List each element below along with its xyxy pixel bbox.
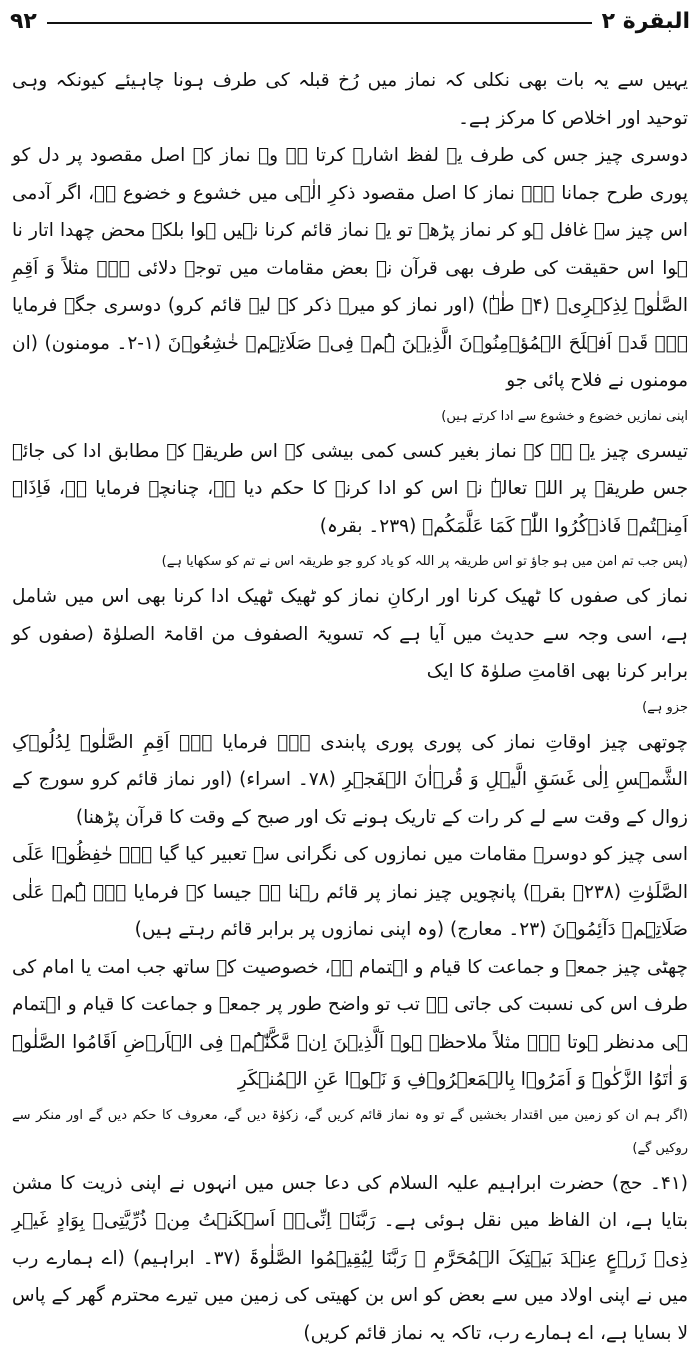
- page-header: [10, 2, 690, 40]
- surah-title: البقرة ٢: [592, 9, 690, 34]
- page-body: [12, 62, 688, 1252]
- paragraph-translation-muminun: اپنی نمازیں خضوع و خشوع سے ادا کرتے ہیں): [12, 400, 688, 433]
- paragraph-sixth-point: چھٹی چیز جمعہ و جماعت کا قیام و اہتمام ہے، خصوصیت کے ساتھ جب امت یا امام کی طرف اس کی نسبت کی جاتی ہے تب تو واضح طور پر جمعہ و جماعت کا قیام و اہتمام ہی مدنظر ہوتا ہے۔ مثلاً ملاحظہ ہو۔ اَلَّذِیۡنَ اِنۡ مَّکَّنّٰہُمۡ فِی الۡاَرۡضِ اَقَامُوا الصَّلٰوۃَ وَ اٰتَوُا الزَّکٰوۃَ وَ اَمَرُوۡا بِالۡمَعۡرُوۡفِ وَ نَہَوۡا عَنِ الۡمُنۡکَرِ: [12, 949, 688, 1099]
- paragraph-rows: نماز کی صفوں کا ٹھیک کرنا اور ارکانِ نماز کو ٹھیک ٹھیک ادا کرنا بھی اس میں شامل ہے، اسی وجہ سے حدیث میں آیا ہے کہ تسویۃ الصفوف من اقامۃ الصلوٰۃ (صفوں کو برابر کرنا بھی اقامتِ صلوٰۃ کا ایک: [12, 578, 688, 691]
- paragraph-third-point: تیسری چیز یہ ہے کہ نماز بغیر کسی کمی بیشی کے اس طریقہ کے مطابق ادا کی جائے جس طریقہ پر اللہ تعالےٰ نے اس کو ادا کرنے کا حکم دیا ہے، چنانچہ فرمایا ہے، فَاِذَاۤ اَمِنۡتُمۡ فَاذۡکُرُوا اللّٰہَ کَمَا عَلَّمَکُمۡ (۲۳۹۔ بقرہ): [12, 433, 688, 546]
- paragraph-translation-baqarah: (پس جب تم امن میں ہو جاؤ تو اس طریقہ پر اللہ کو یاد کرو جو طریقہ اس نے تم کو سکھایا ہے): [12, 545, 688, 578]
- header-rule: [47, 22, 592, 24]
- paragraph-second-point: دوسری چیز جس کی طرف یہ لفظ اشارہ کرتا ہے وہ نماز کے اصل مقصود پر دل کو پوری طرح جمانا ہے۔ نماز کا اصل مقصود ذکرِ الٰہی میں خشوع و خضوع ہے، اگر آدمی اس چیز سے غافل ہو کر نماز پڑھے تو یہ نماز قائم کرنا نہیں ہوا بلکہ محض چھدا اتار نا ہوا اس حقیقت کی طرف بھی قرآن نے بعض مقامات میں توجہ دلائی ہے۔ مثلاً وَ اَقِمِ الصَّلٰوۃَ لِذِکۡرِیۡ (۴۔ طٰہٰ) (اور نماز کو میرے ذکر کے لیے قائم کرو) دوسری جگہ فرمایا ہے۔ قَدۡ اَفۡلَحَ الۡمُؤۡمِنُوۡنَ الَّذِیۡنَ ہُمۡ فِیۡ صَلَاتِہِمۡ خٰشِعُوۡنَ (۱-۲۔ مومنون) (ان مومنوں نے فلاح پائی جو: [12, 137, 688, 400]
- paragraph-fourth-point: چوتھی چیز اوقاتِ نماز کی پوری پوری پابندی ہے۔ فرمایا ہے۔ اَقِمِ الصَّلٰوۃَ لِدُلُوۡکِ الشَّمۡسِ اِلٰی غَسَقِ الَّیۡلِ وَ قُرۡاٰنَ الۡفَجۡرِ (۷۸۔ اسراء) (اور نماز قائم کرو سورج کے زوال کے وقت سے لے کر رات کے تاریک ہونے تک اور صبح کے وقت کا قرآن پڑھنا): [12, 724, 688, 837]
- paragraph-fifth-point: اسی چیز کو دوسرے مقامات میں نمازوں کی نگرانی سے تعبیر کیا گیا ہے۔ حٰفِظُوۡا عَلَی الصَّلَوٰتِ (۲۳۸۔ بقرہ) پانچویں چیز نماز پر قائم رہنا ہے جیسا کہ فرمایا ہے۔ ہُمۡ عَلٰی صَلَاتِہِمۡ دَآئِمُوۡنَ (۲۳۔ معارج) (وہ اپنی نمازوں پر برابر قائم رہتے ہیں): [12, 836, 688, 949]
- paragraph-rows-end: جزو ہے): [12, 691, 688, 724]
- paragraph-qibla: یہیں سے یہ بات بھی نکلی کہ نماز میں رُخ قبلہ کی طرف ہونا چاہیئے کیونکہ وہی توحید اور اخلاص کا مرکز ہے۔: [12, 62, 688, 137]
- paragraph-ibrahim-dua: (۴۱۔ حج) حضرت ابراہیم علیہ السلام کی دعا جس میں انہوں نے اپنی ذریت کا مشن بتایا ہے، ان الفاظ میں نقل ہوئی ہے۔ رَبَّنَاۤ اِنِّیۡۤ اَسۡکَنۡتُ مِنۡ ذُرِّیَّتِیۡ بِوَادٍ غَیۡرِ ذِیۡ زَرۡعٍ عِنۡدَ بَیۡتِکَ الۡمُحَرَّمِ ۙ رَبَّنَا لِیُقِیۡمُوا الصَّلٰوۃَ (۳۷۔ ابراہیم) (اے ہمارے رب میں نے اپنی اولاد میں سے بعض کو اس بن کھیتی کی زمین میں تیرے محترم گھر کے پاس لا بسایا ہے، اے ہمارے رب، تاکہ یہ نماز قائم کریں): [12, 1165, 688, 1352]
- page-number: ٩٢: [10, 9, 47, 34]
- paragraph-translation-hajj: (اگر ہم ان کو زمین میں اقتدار بخشیں گے تو وہ نماز قائم کریں گے، زکوٰۃ دیں گے، معروف کا حکم دیں گے اور منکر سے روکیں گے): [12, 1099, 688, 1165]
